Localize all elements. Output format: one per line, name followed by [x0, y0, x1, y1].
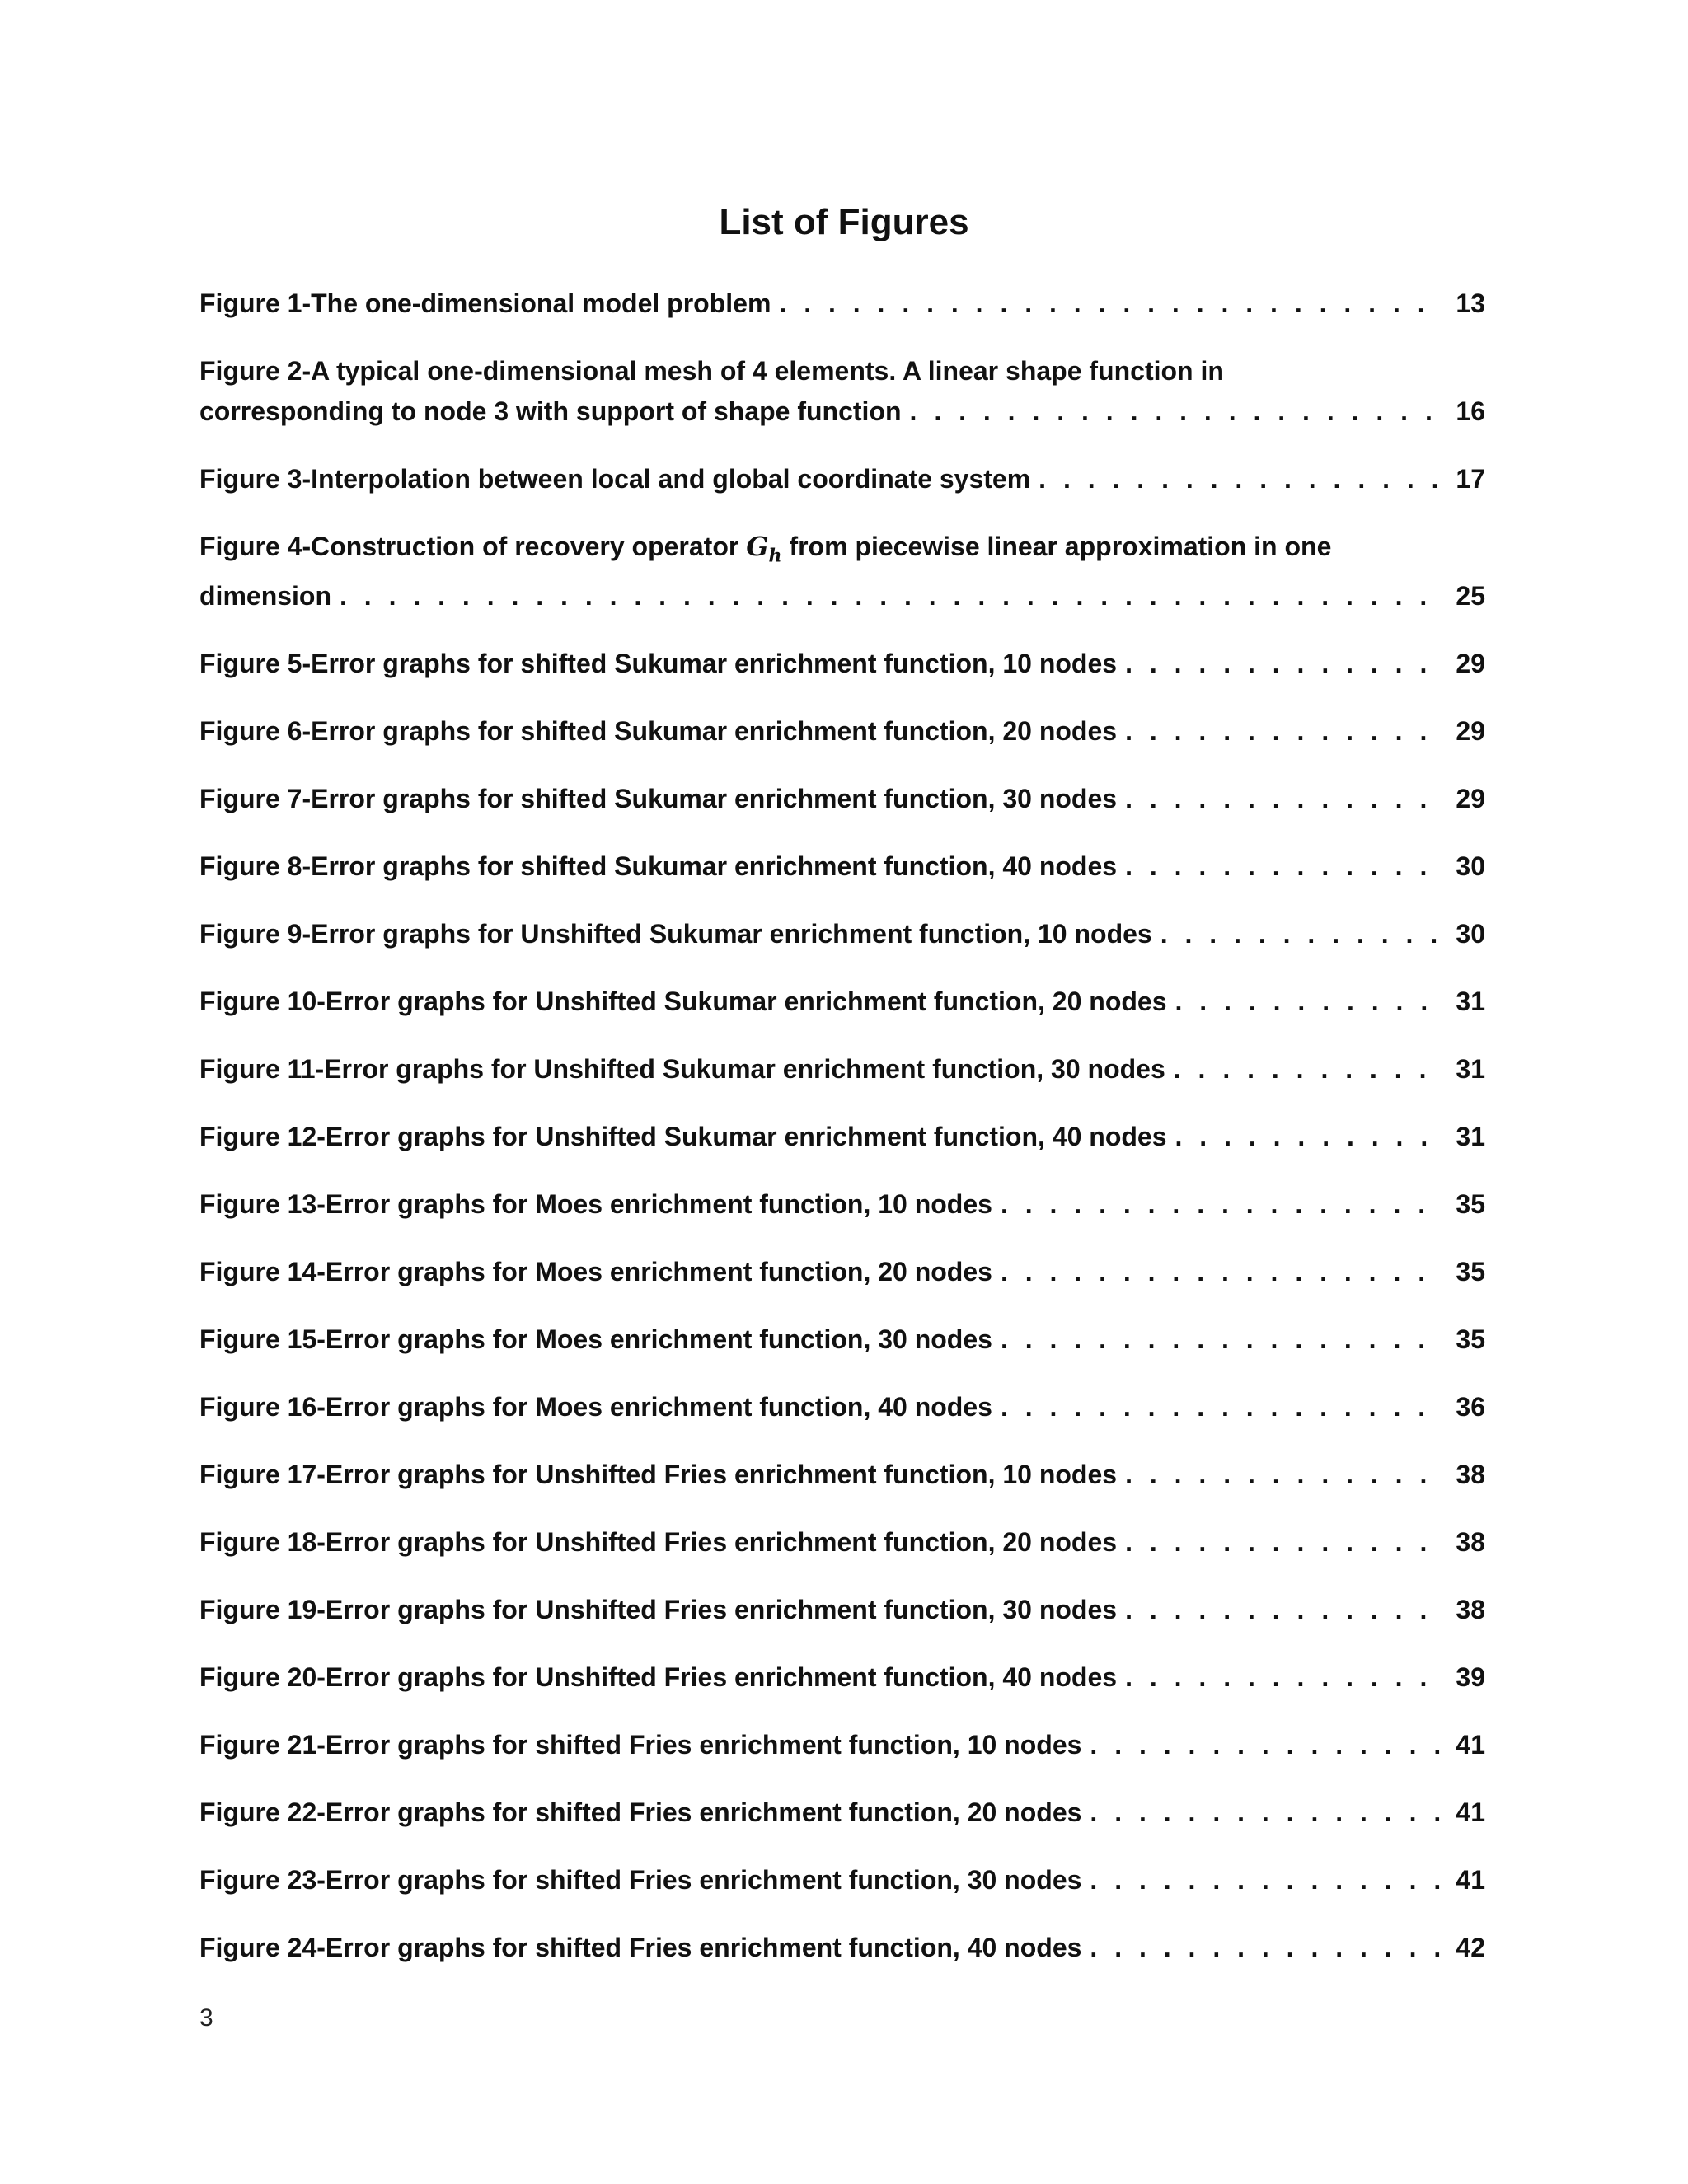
figure-entry-page: 17 [1456, 464, 1485, 494]
figure-entry-text: Figure 3-Interpolation between local and global coordinate system [199, 464, 1031, 494]
figure-entry-page: 35 [1456, 1257, 1485, 1287]
dot-leader [1001, 1252, 1441, 1292]
figure-entry-text: Figure 23-Error graphs for shifted Fries enrichment function, 30 nodes [199, 1865, 1082, 1896]
figure-entry-text: Figure 9-Error graphs for Unshifted Sukumar enrichment function, 10 nodes [199, 919, 1152, 949]
figure-entry-11[interactable] [199, 1049, 1485, 1090]
figure-entry-2[interactable] [199, 351, 1485, 432]
figure-entry-page: 41 [1456, 1797, 1485, 1828]
figure-entry-text: Figure 11-Error graphs for Unshifted Sukumar enrichment function, 30 nodes [199, 1054, 1165, 1085]
figure-entry-text: Figure 21-Error graphs for shifted Fries enrichment function, 10 nodes [199, 1730, 1082, 1760]
figure-entry-text: Figure 12-Error graphs for Unshifted Sukumar enrichment function, 40 nodes [199, 1122, 1167, 1152]
figure-entry-text-after-symbol: from piecewise linear approximation in one [789, 532, 1332, 561]
figure-entry-page: 30 [1456, 919, 1485, 949]
figure-entry-13[interactable] [199, 1184, 1485, 1225]
figure-entry-14[interactable] [199, 1252, 1485, 1292]
figure-entry-page: 36 [1456, 1392, 1485, 1422]
dot-leader [1125, 711, 1441, 752]
figure-entry-page: 16 [1456, 396, 1485, 426]
figure-entry-page: 29 [1456, 716, 1485, 747]
figure-entry-page: 41 [1456, 1865, 1485, 1896]
dot-leader [1175, 982, 1441, 1022]
dot-leader [1125, 644, 1441, 684]
figure-entry-text: Figure 24-Error graphs for shifted Fries enrichment function, 40 nodes [199, 1933, 1082, 1963]
figure-entry-10[interactable] [199, 982, 1485, 1022]
figure-entry-text: Figure 1-The one-dimensional model problem [199, 288, 771, 318]
dot-leader [1001, 1184, 1441, 1225]
figure-entry-text: Figure 20-Error graphs for Unshifted Fries enrichment function, 40 nodes [199, 1662, 1118, 1693]
figure-entry-20[interactable] [199, 1657, 1485, 1698]
figure-entry-text-before-symbol: Figure 4-Construction of recovery operator [199, 532, 739, 561]
dot-leader [1039, 459, 1441, 499]
figure-entry-16[interactable] [199, 1387, 1485, 1427]
dot-leader [1125, 1590, 1441, 1630]
figure-entry-5[interactable] [199, 644, 1485, 684]
figure-entry-page: 31 [1456, 1122, 1485, 1152]
dot-leader [340, 576, 1441, 616]
figure-entry-8[interactable] [199, 846, 1485, 887]
symbol-base: G [746, 531, 769, 562]
figure-entry-text: Figure 14-Error graphs for Moes enrichment function, 20 nodes [199, 1257, 992, 1287]
figure-entry-text: Figure 19-Error graphs for Unshifted Fries enrichment function, 30 nodes [199, 1595, 1118, 1625]
figure-entry-9[interactable] [199, 914, 1485, 954]
figure-entry-page: 35 [1456, 1324, 1485, 1355]
figure-entry-page: 38 [1456, 1527, 1485, 1558]
figure-entry-15[interactable] [199, 1319, 1485, 1360]
figure-entry-23[interactable] [199, 1860, 1485, 1900]
figure-entry-6[interactable] [199, 711, 1485, 752]
figure-entry-page: 31 [1456, 1054, 1485, 1085]
figure-list [199, 284, 1485, 1995]
figure-entry-page: 38 [1456, 1595, 1485, 1625]
figure-entry-7[interactable] [199, 779, 1485, 819]
figure-entry-page: 31 [1456, 987, 1485, 1017]
figure-entry-text: Figure 13-Error graphs for Moes enrichment function, 10 nodes [199, 1189, 992, 1220]
dot-leader [1125, 1455, 1441, 1495]
figure-entry-18[interactable] [199, 1522, 1485, 1563]
dot-leader [1001, 1387, 1441, 1427]
figure-entry-22[interactable] [199, 1793, 1485, 1833]
figure-entry-page: 41 [1456, 1730, 1485, 1760]
figure-entry-page: 39 [1456, 1662, 1485, 1693]
dot-leader [1125, 1657, 1441, 1698]
page-title: List of Figures [719, 202, 969, 242]
figure-entry-page: 42 [1456, 1933, 1485, 1963]
recovery-operator-symbol [746, 531, 782, 567]
figure-entry-24[interactable] [199, 1928, 1485, 1968]
dot-leader [1090, 1928, 1441, 1968]
figure-entry-page: 29 [1456, 784, 1485, 814]
figure-entry-page: 30 [1456, 851, 1485, 882]
dot-leader [1125, 846, 1441, 887]
figure-entry-page: 13 [1456, 288, 1485, 318]
figure-entry-page: 38 [1456, 1460, 1485, 1490]
figure-entry-text-line1: Figure 2-A typical one-dimensional mesh of 4 elements. A linear shape function in [199, 356, 1224, 386]
figure-entry-text: Figure 10-Error graphs for Unshifted Sukumar enrichment function, 20 nodes [199, 987, 1167, 1017]
figure-entry-1[interactable] [199, 284, 1485, 324]
dot-leader [910, 391, 1441, 432]
figure-entry-text: corresponding to node 3 with support of shape function [199, 396, 902, 426]
figure-entry-4[interactable] [199, 527, 1485, 616]
figure-entry-page: 35 [1456, 1189, 1485, 1220]
figure-entry-3[interactable] [199, 459, 1485, 499]
figure-entry-text: Figure 5-Error graphs for shifted Sukumar enrichment function, 10 nodes [199, 649, 1118, 679]
figure-entry-text: Figure 6-Error graphs for shifted Sukumar enrichment function, 20 nodes [199, 716, 1118, 747]
dot-leader [1125, 779, 1441, 819]
figure-entry-text: Figure 18-Error graphs for Unshifted Fries enrichment function, 20 nodes [199, 1527, 1118, 1558]
figure-entry-text: Figure 17-Error graphs for Unshifted Fries enrichment function, 10 nodes [199, 1460, 1118, 1490]
dot-leader [1160, 914, 1441, 954]
figure-entry-12[interactable] [199, 1117, 1485, 1157]
figure-entry-page: 29 [1456, 649, 1485, 679]
figure-entry-17[interactable] [199, 1455, 1485, 1495]
figure-entry-19[interactable] [199, 1590, 1485, 1630]
dot-leader [1090, 1860, 1441, 1900]
page-number: 3 [199, 2004, 213, 2032]
figure-entry-page: 25 [1456, 581, 1485, 612]
figure-entry-text: Figure 15-Error graphs for Moes enrichment function, 30 nodes [199, 1324, 992, 1355]
figure-entry-text: Figure 8-Error graphs for shifted Sukumar enrichment function, 40 nodes [199, 851, 1118, 882]
symbol-subscript: h [768, 545, 782, 567]
figure-entry-text-line1 [199, 527, 1331, 576]
dot-leader [1174, 1049, 1441, 1090]
dot-leader [1125, 1522, 1441, 1563]
figure-entry-text: Figure 7-Error graphs for shifted Sukumar enrichment function, 30 nodes [199, 784, 1118, 814]
dot-leader [1090, 1793, 1441, 1833]
figure-entry-21[interactable] [199, 1725, 1485, 1765]
figure-entry-text: Figure 16-Error graphs for Moes enrichment function, 40 nodes [199, 1392, 992, 1422]
dot-leader [1175, 1117, 1441, 1157]
figure-entry-text: Figure 22-Error graphs for shifted Fries enrichment function, 20 nodes [199, 1797, 1082, 1828]
dot-leader [1001, 1319, 1441, 1360]
figure-entry-text: dimension [199, 581, 332, 612]
dot-leader [779, 284, 1441, 324]
dot-leader [1090, 1725, 1441, 1765]
